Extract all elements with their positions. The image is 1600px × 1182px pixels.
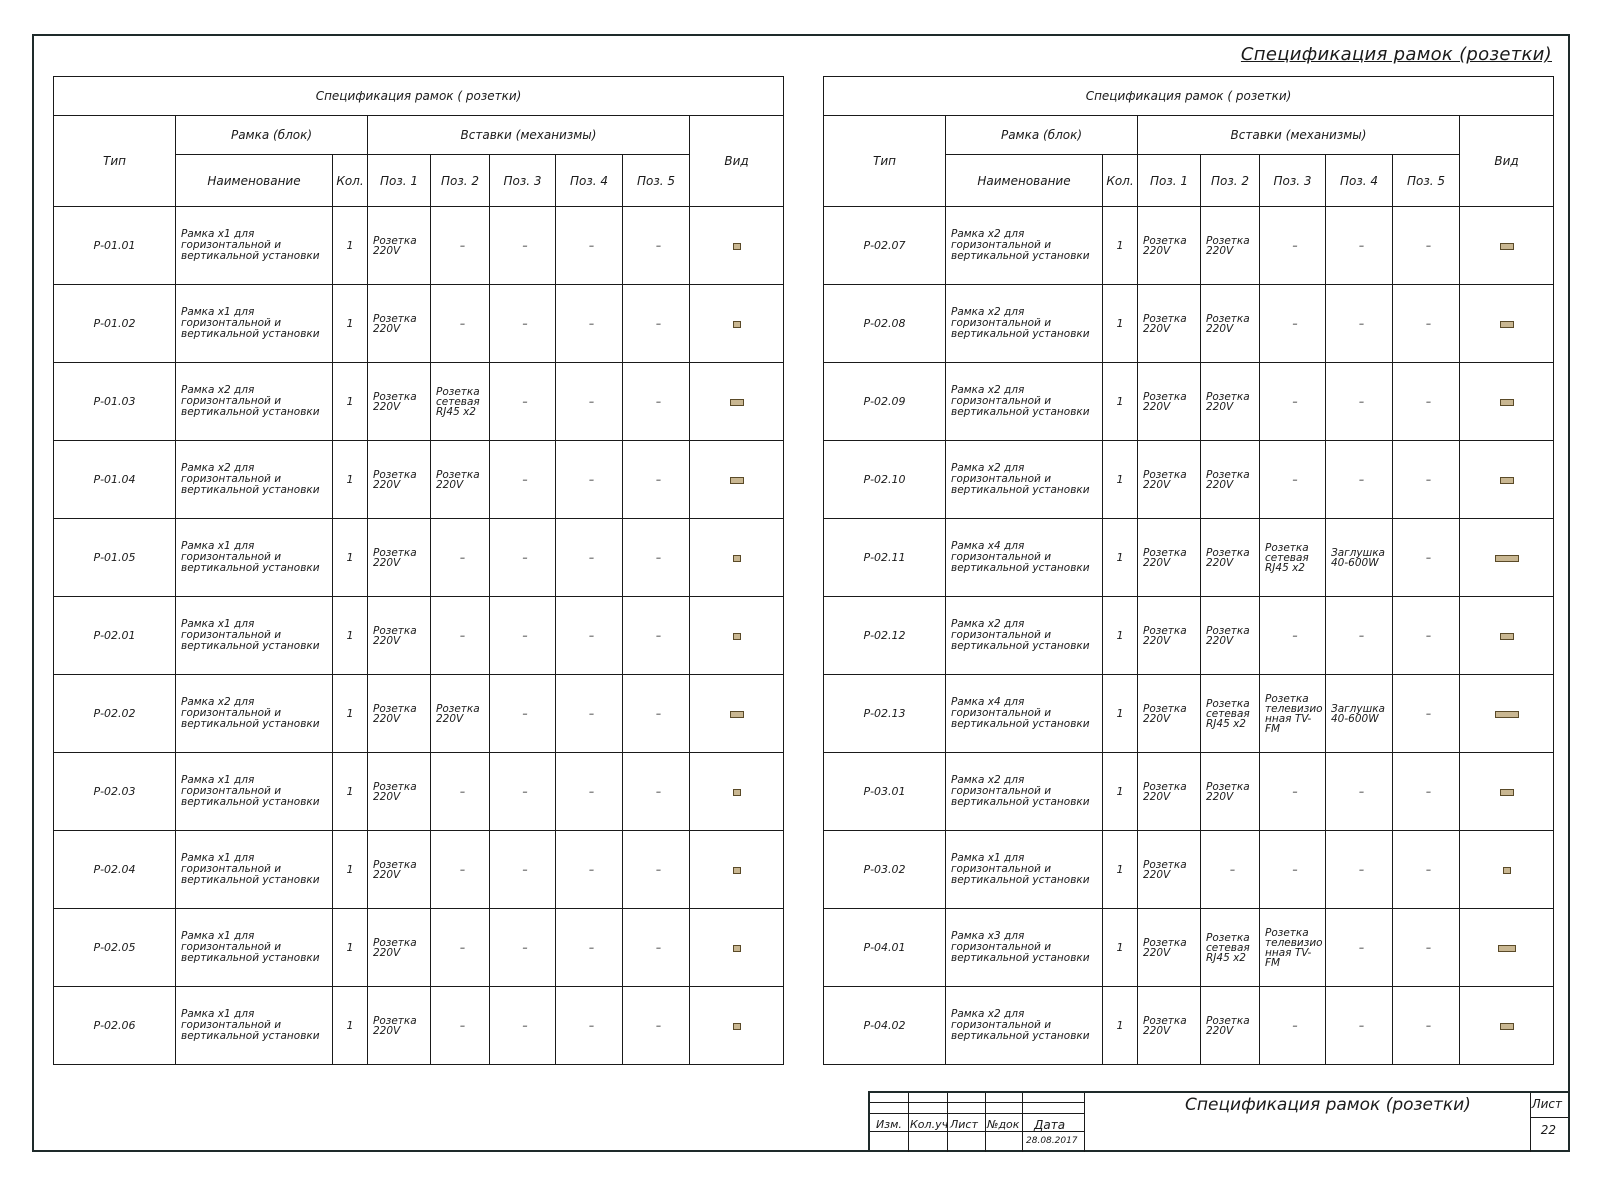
pos5-cell: – xyxy=(623,519,690,597)
socket-frame-icon xyxy=(733,555,741,562)
pos3-cell: – xyxy=(1260,987,1326,1065)
header-name: Наименование xyxy=(946,155,1103,207)
pos5-cell: – xyxy=(1393,675,1460,753)
table-row xyxy=(824,285,1554,363)
header-pos4: Поз. 4 xyxy=(1326,155,1393,207)
socket-frame-icon xyxy=(733,789,741,796)
view-cell xyxy=(690,753,784,831)
qty-cell: 1 xyxy=(333,363,368,441)
type-cell: Р-01.01 xyxy=(54,207,176,285)
tb-sheet-divider xyxy=(1530,1117,1568,1118)
table-row xyxy=(824,363,1554,441)
type-cell: Р-02.03 xyxy=(54,753,176,831)
pos1-cell: Розетка 220V xyxy=(1138,285,1201,363)
name-cell: Рамка х1 для горизонтальной и вертикальной установки xyxy=(176,207,333,285)
tb-ndok-label: №док xyxy=(987,1118,1020,1131)
pos1-cell: Розетка 220V xyxy=(1138,441,1201,519)
pos4-cell: – xyxy=(556,909,623,987)
name-cell: Рамка х1 для горизонтальной и вертикальной установки xyxy=(176,753,333,831)
table-row xyxy=(54,363,784,441)
pos1-cell: Розетка 220V xyxy=(1138,363,1201,441)
qty-cell: 1 xyxy=(333,831,368,909)
header-view: Вид xyxy=(690,116,784,207)
header-pos1: Поз. 1 xyxy=(368,155,431,207)
pos4-cell: – xyxy=(1326,597,1393,675)
pos3-cell: – xyxy=(1260,441,1326,519)
pos3-cell: – xyxy=(1260,207,1326,285)
tb-izm-label: Изм. xyxy=(876,1118,902,1131)
type-cell: Р-01.02 xyxy=(54,285,176,363)
pos2-cell: Розетка сетевая RJ45 х2 xyxy=(1201,909,1260,987)
name-cell: Рамка х1 для горизонтальной и вертикальной установки xyxy=(946,831,1103,909)
header-pos3: Поз. 3 xyxy=(1260,155,1326,207)
pos3-cell: Розетка сетевая RJ45 х2 xyxy=(1260,519,1326,597)
pos4-cell: – xyxy=(556,441,623,519)
view-cell xyxy=(690,909,784,987)
pos1-cell: Розетка 220V xyxy=(368,597,431,675)
pos1-cell: Розетка 220V xyxy=(368,441,431,519)
socket-frame-icon xyxy=(1500,399,1514,406)
pos3-cell: – xyxy=(490,987,556,1065)
pos2-cell: Розетка сетевая RJ45 х2 xyxy=(1201,675,1260,753)
pos2-cell: Розетка 220V xyxy=(1201,207,1260,285)
socket-frame-icon xyxy=(1500,243,1514,250)
qty-cell: 1 xyxy=(333,207,368,285)
table-row xyxy=(54,987,784,1065)
pos1-cell: Розетка 220V xyxy=(1138,597,1201,675)
pos4-cell: – xyxy=(1326,909,1393,987)
type-cell: Р-02.13 xyxy=(824,675,946,753)
type-cell: Р-04.01 xyxy=(824,909,946,987)
pos5-cell: – xyxy=(623,909,690,987)
socket-frame-icon xyxy=(1495,711,1519,718)
pos5-cell: – xyxy=(623,675,690,753)
qty-cell: 1 xyxy=(333,753,368,831)
type-cell: Р-01.03 xyxy=(54,363,176,441)
pos1-cell: Розетка 220V xyxy=(368,207,431,285)
pos2-cell: – xyxy=(1201,831,1260,909)
socket-frame-icon xyxy=(1500,477,1514,484)
tb-date-label: Дата xyxy=(1034,1118,1066,1132)
pos4-cell: – xyxy=(1326,207,1393,285)
header-qty: Кол. xyxy=(1103,155,1138,207)
table-row xyxy=(54,909,784,987)
name-cell: Рамка х4 для горизонтальной и вертикальной установки xyxy=(946,519,1103,597)
qty-cell: 1 xyxy=(333,441,368,519)
pos5-cell: – xyxy=(623,285,690,363)
view-cell xyxy=(690,987,784,1065)
table-title: Спецификация рамок ( розетки) xyxy=(54,77,784,116)
view-cell xyxy=(690,519,784,597)
table-row xyxy=(824,909,1554,987)
qty-cell: 1 xyxy=(1103,207,1138,285)
pos2-cell: Розетка 220V xyxy=(1201,753,1260,831)
pos3-cell: – xyxy=(490,363,556,441)
pos4-cell: – xyxy=(556,753,623,831)
qty-cell: 1 xyxy=(1103,597,1138,675)
pos4-cell: – xyxy=(556,987,623,1065)
qty-cell: 1 xyxy=(333,519,368,597)
pos3-cell: – xyxy=(490,675,556,753)
socket-frame-icon xyxy=(733,243,741,250)
view-cell xyxy=(1460,207,1554,285)
page-title: Спецификация рамок (розетки) xyxy=(1240,44,1552,65)
pos5-cell: – xyxy=(1393,285,1460,363)
name-cell: Рамка х1 для горизонтальной и вертикальной установки xyxy=(176,831,333,909)
view-cell xyxy=(1460,753,1554,831)
pos2-cell: Розетка 220V xyxy=(1201,363,1260,441)
socket-frame-icon xyxy=(1495,555,1519,562)
pos2-cell: Розетка 220V xyxy=(1201,987,1260,1065)
pos1-cell: Розетка 220V xyxy=(368,363,431,441)
view-cell xyxy=(1460,441,1554,519)
pos5-cell: – xyxy=(1393,831,1460,909)
pos4-cell: Заглушка 40-600W xyxy=(1326,519,1393,597)
pos2-cell: – xyxy=(431,987,490,1065)
pos3-cell: – xyxy=(1260,363,1326,441)
name-cell: Рамка х1 для горизонтальной и вертикальной установки xyxy=(176,987,333,1065)
socket-frame-icon xyxy=(1503,867,1511,874)
type-cell: Р-02.06 xyxy=(54,987,176,1065)
name-cell: Рамка х2 для горизонтальной и вертикальной установки xyxy=(176,441,333,519)
qty-cell: 1 xyxy=(333,675,368,753)
pos1-cell: Розетка 220V xyxy=(1138,909,1201,987)
header-name: Наименование xyxy=(176,155,333,207)
pos3-cell: – xyxy=(490,597,556,675)
view-cell xyxy=(690,675,784,753)
view-cell xyxy=(1460,987,1554,1065)
pos2-cell: Розетка 220V xyxy=(1201,285,1260,363)
pos4-cell: – xyxy=(556,285,623,363)
pos4-cell: – xyxy=(1326,987,1393,1065)
type-cell: Р-02.02 xyxy=(54,675,176,753)
socket-frame-icon xyxy=(1500,321,1514,328)
table-row xyxy=(54,519,784,597)
type-cell: Р-04.02 xyxy=(824,987,946,1065)
type-cell: Р-02.08 xyxy=(824,285,946,363)
header-pos5: Поз. 5 xyxy=(1393,155,1460,207)
qty-cell: 1 xyxy=(1103,987,1138,1065)
name-cell: Рамка х2 для горизонтальной и вертикальной установки xyxy=(946,285,1103,363)
type-cell: Р-02.05 xyxy=(54,909,176,987)
header-frame-group: Рамка (блок) xyxy=(176,116,368,155)
view-cell xyxy=(690,597,784,675)
spec-table-right xyxy=(823,76,1554,1065)
qty-cell: 1 xyxy=(333,987,368,1065)
type-cell: Р-02.04 xyxy=(54,831,176,909)
socket-frame-icon xyxy=(733,633,741,640)
qty-cell: 1 xyxy=(1103,909,1138,987)
pos5-cell: – xyxy=(1393,519,1460,597)
table-row xyxy=(824,441,1554,519)
pos4-cell: Заглушка 40-600W xyxy=(1326,675,1393,753)
pos1-cell: Розетка 220V xyxy=(1138,987,1201,1065)
pos4-cell: – xyxy=(1326,441,1393,519)
table-row xyxy=(824,753,1554,831)
pos5-cell: – xyxy=(1393,597,1460,675)
type-cell: Р-02.12 xyxy=(824,597,946,675)
type-cell: Р-03.01 xyxy=(824,753,946,831)
view-cell xyxy=(1460,363,1554,441)
view-cell xyxy=(1460,519,1554,597)
socket-frame-icon xyxy=(733,321,741,328)
tb-date-value: 28.08.2017 xyxy=(1026,1136,1078,1146)
name-cell: Рамка х1 для горизонтальной и вертикальной установки xyxy=(176,285,333,363)
tb-sheet-label: Лист xyxy=(1531,1097,1562,1111)
pos4-cell: – xyxy=(1326,363,1393,441)
pos5-cell: – xyxy=(1393,753,1460,831)
pos2-cell: Розетка 220V xyxy=(431,441,490,519)
header-pos5: Поз. 5 xyxy=(623,155,690,207)
pos4-cell: – xyxy=(1326,285,1393,363)
qty-cell: 1 xyxy=(1103,753,1138,831)
name-cell: Рамка х4 для горизонтальной и вертикальной установки xyxy=(946,675,1103,753)
pos1-cell: Розетка 220V xyxy=(368,675,431,753)
type-cell: Р-02.11 xyxy=(824,519,946,597)
table-row xyxy=(54,675,784,753)
socket-frame-icon xyxy=(733,945,741,952)
pos1-cell: Розетка 220V xyxy=(1138,207,1201,285)
tb-hline xyxy=(870,1113,1085,1114)
socket-frame-icon xyxy=(733,867,741,874)
pos3-cell: – xyxy=(1260,753,1326,831)
table-row xyxy=(54,285,784,363)
pos5-cell: – xyxy=(623,753,690,831)
pos3-cell: – xyxy=(490,207,556,285)
pos3-cell: – xyxy=(490,831,556,909)
pos2-cell: Розетка сетевая RJ45 х2 xyxy=(431,363,490,441)
view-cell xyxy=(1460,909,1554,987)
qty-cell: 1 xyxy=(1103,519,1138,597)
pos2-cell: Розетка 220V xyxy=(1201,441,1260,519)
pos3-cell: – xyxy=(1260,285,1326,363)
qty-cell: 1 xyxy=(1103,285,1138,363)
pos2-cell: – xyxy=(431,597,490,675)
pos3-cell: – xyxy=(490,285,556,363)
header-type: Тип xyxy=(54,116,176,207)
qty-cell: 1 xyxy=(1103,441,1138,519)
type-cell: Р-02.10 xyxy=(824,441,946,519)
type-cell: Р-02.09 xyxy=(824,363,946,441)
type-cell: Р-01.05 xyxy=(54,519,176,597)
pos1-cell: Розетка 220V xyxy=(1138,831,1201,909)
table-row xyxy=(54,831,784,909)
table-row xyxy=(54,597,784,675)
socket-frame-icon xyxy=(1500,1023,1514,1030)
name-cell: Рамка х1 для горизонтальной и вертикальной установки xyxy=(176,909,333,987)
view-cell xyxy=(1460,675,1554,753)
name-cell: Рамка х1 для горизонтальной и вертикальной установки xyxy=(176,519,333,597)
table-row xyxy=(824,987,1554,1065)
view-cell xyxy=(690,285,784,363)
table-row xyxy=(54,207,784,285)
pos1-cell: Розетка 220V xyxy=(368,519,431,597)
qty-cell: 1 xyxy=(333,909,368,987)
table-row xyxy=(824,831,1554,909)
pos4-cell: – xyxy=(556,519,623,597)
header-pos4: Поз. 4 xyxy=(556,155,623,207)
name-cell: Рамка х2 для горизонтальной и вертикальной установки xyxy=(176,363,333,441)
socket-frame-icon xyxy=(733,1023,741,1030)
pos1-cell: Розетка 220V xyxy=(1138,675,1201,753)
type-cell: Р-03.02 xyxy=(824,831,946,909)
pos2-cell: – xyxy=(431,831,490,909)
view-cell xyxy=(1460,831,1554,909)
socket-frame-icon xyxy=(1500,789,1514,796)
title-block xyxy=(868,1091,1568,1152)
spec-table-left xyxy=(53,76,784,1065)
qty-cell: 1 xyxy=(1103,363,1138,441)
pos4-cell: – xyxy=(556,675,623,753)
table-title: Спецификация рамок ( розетки) xyxy=(824,77,1554,116)
pos4-cell: – xyxy=(556,363,623,441)
socket-frame-icon xyxy=(730,711,744,718)
pos3-cell: Розетка телевизио нная TV-FM xyxy=(1260,909,1326,987)
socket-frame-icon xyxy=(1498,945,1516,952)
table-row xyxy=(824,207,1554,285)
table-row xyxy=(54,441,784,519)
name-cell: Рамка х2 для горизонтальной и вертикальной установки xyxy=(176,675,333,753)
name-cell: Рамка х2 для горизонтальной и вертикальной установки xyxy=(946,597,1103,675)
view-cell xyxy=(690,441,784,519)
name-cell: Рамка х2 для горизонтальной и вертикальной установки xyxy=(946,441,1103,519)
pos1-cell: Розетка 220V xyxy=(1138,753,1201,831)
pos2-cell: Розетка 220V xyxy=(1201,519,1260,597)
pos1-cell: Розетка 220V xyxy=(1138,519,1201,597)
pos5-cell: – xyxy=(623,441,690,519)
table-row xyxy=(54,753,784,831)
tb-sheet-number: 22 xyxy=(1540,1123,1556,1137)
pos3-cell: Розетка телевизио нная TV-FM xyxy=(1260,675,1326,753)
pos2-cell: Розетка 220V xyxy=(1201,597,1260,675)
header-type: Тип xyxy=(824,116,946,207)
pos4-cell: – xyxy=(556,207,623,285)
type-cell: Р-02.01 xyxy=(54,597,176,675)
pos1-cell: Розетка 220V xyxy=(368,909,431,987)
pos5-cell: – xyxy=(1393,441,1460,519)
pos2-cell: – xyxy=(431,285,490,363)
qty-cell: 1 xyxy=(1103,675,1138,753)
name-cell: Рамка х2 для горизонтальной и вертикальной установки xyxy=(946,363,1103,441)
header-view: Вид xyxy=(1460,116,1554,207)
view-cell xyxy=(1460,285,1554,363)
pos5-cell: – xyxy=(1393,909,1460,987)
pos5-cell: – xyxy=(1393,363,1460,441)
view-cell xyxy=(690,207,784,285)
name-cell: Рамка х2 для горизонтальной и вертикальной установки xyxy=(946,753,1103,831)
pos5-cell: – xyxy=(623,987,690,1065)
socket-frame-icon xyxy=(730,399,744,406)
pos1-cell: Розетка 220V xyxy=(368,987,431,1065)
qty-cell: 1 xyxy=(333,285,368,363)
pos5-cell: – xyxy=(1393,987,1460,1065)
pos2-cell: Розетка 220V xyxy=(431,675,490,753)
pos3-cell: – xyxy=(490,909,556,987)
pos2-cell: – xyxy=(431,207,490,285)
name-cell: Рамка х2 для горизонтальной и вертикальной установки xyxy=(946,207,1103,285)
socket-frame-icon xyxy=(1500,633,1514,640)
pos5-cell: – xyxy=(623,207,690,285)
header-pos1: Поз. 1 xyxy=(1138,155,1201,207)
header-pos2: Поз. 2 xyxy=(431,155,490,207)
header-pos3: Поз. 3 xyxy=(490,155,556,207)
qty-cell: 1 xyxy=(333,597,368,675)
pos4-cell: – xyxy=(1326,753,1393,831)
pos4-cell: – xyxy=(1326,831,1393,909)
pos4-cell: – xyxy=(556,831,623,909)
pos4-cell: – xyxy=(556,597,623,675)
pos3-cell: – xyxy=(1260,597,1326,675)
view-cell xyxy=(690,363,784,441)
table-row xyxy=(824,597,1554,675)
pos5-cell: – xyxy=(623,831,690,909)
socket-frame-icon xyxy=(730,477,744,484)
header-inserts-group: Вставки (механизмы) xyxy=(368,116,690,155)
table-row xyxy=(824,675,1554,753)
view-cell xyxy=(690,831,784,909)
pos3-cell: – xyxy=(490,441,556,519)
pos5-cell: – xyxy=(623,363,690,441)
tb-title: Спецификация рамок (розетки) xyxy=(1185,1095,1471,1115)
pos1-cell: Розетка 220V xyxy=(368,285,431,363)
header-qty: Кол. xyxy=(333,155,368,207)
pos1-cell: Розетка 220V xyxy=(368,831,431,909)
name-cell: Рамка х2 для горизонтальной и вертикальной установки xyxy=(946,987,1103,1065)
pos2-cell: – xyxy=(431,519,490,597)
type-cell: Р-01.04 xyxy=(54,441,176,519)
tb-list-label: Лист xyxy=(950,1118,978,1131)
qty-cell: 1 xyxy=(1103,831,1138,909)
pos1-cell: Розетка 220V xyxy=(368,753,431,831)
pos2-cell: – xyxy=(431,753,490,831)
header-inserts-group: Вставки (механизмы) xyxy=(1138,116,1460,155)
pos5-cell: – xyxy=(1393,207,1460,285)
header-frame-group: Рамка (блок) xyxy=(946,116,1138,155)
pos3-cell: – xyxy=(1260,831,1326,909)
view-cell xyxy=(1460,597,1554,675)
pos5-cell: – xyxy=(623,597,690,675)
header-pos2: Поз. 2 xyxy=(1201,155,1260,207)
name-cell: Рамка х3 для горизонтальной и вертикальной установки xyxy=(946,909,1103,987)
pos3-cell: – xyxy=(490,753,556,831)
tb-hline xyxy=(870,1102,1085,1103)
table-row xyxy=(824,519,1554,597)
type-cell: Р-02.07 xyxy=(824,207,946,285)
pos2-cell: – xyxy=(431,909,490,987)
name-cell: Рамка х1 для горизонтальной и вертикальной установки xyxy=(176,597,333,675)
pos3-cell: – xyxy=(490,519,556,597)
tb-koluch-label: Кол.уч xyxy=(910,1118,949,1131)
